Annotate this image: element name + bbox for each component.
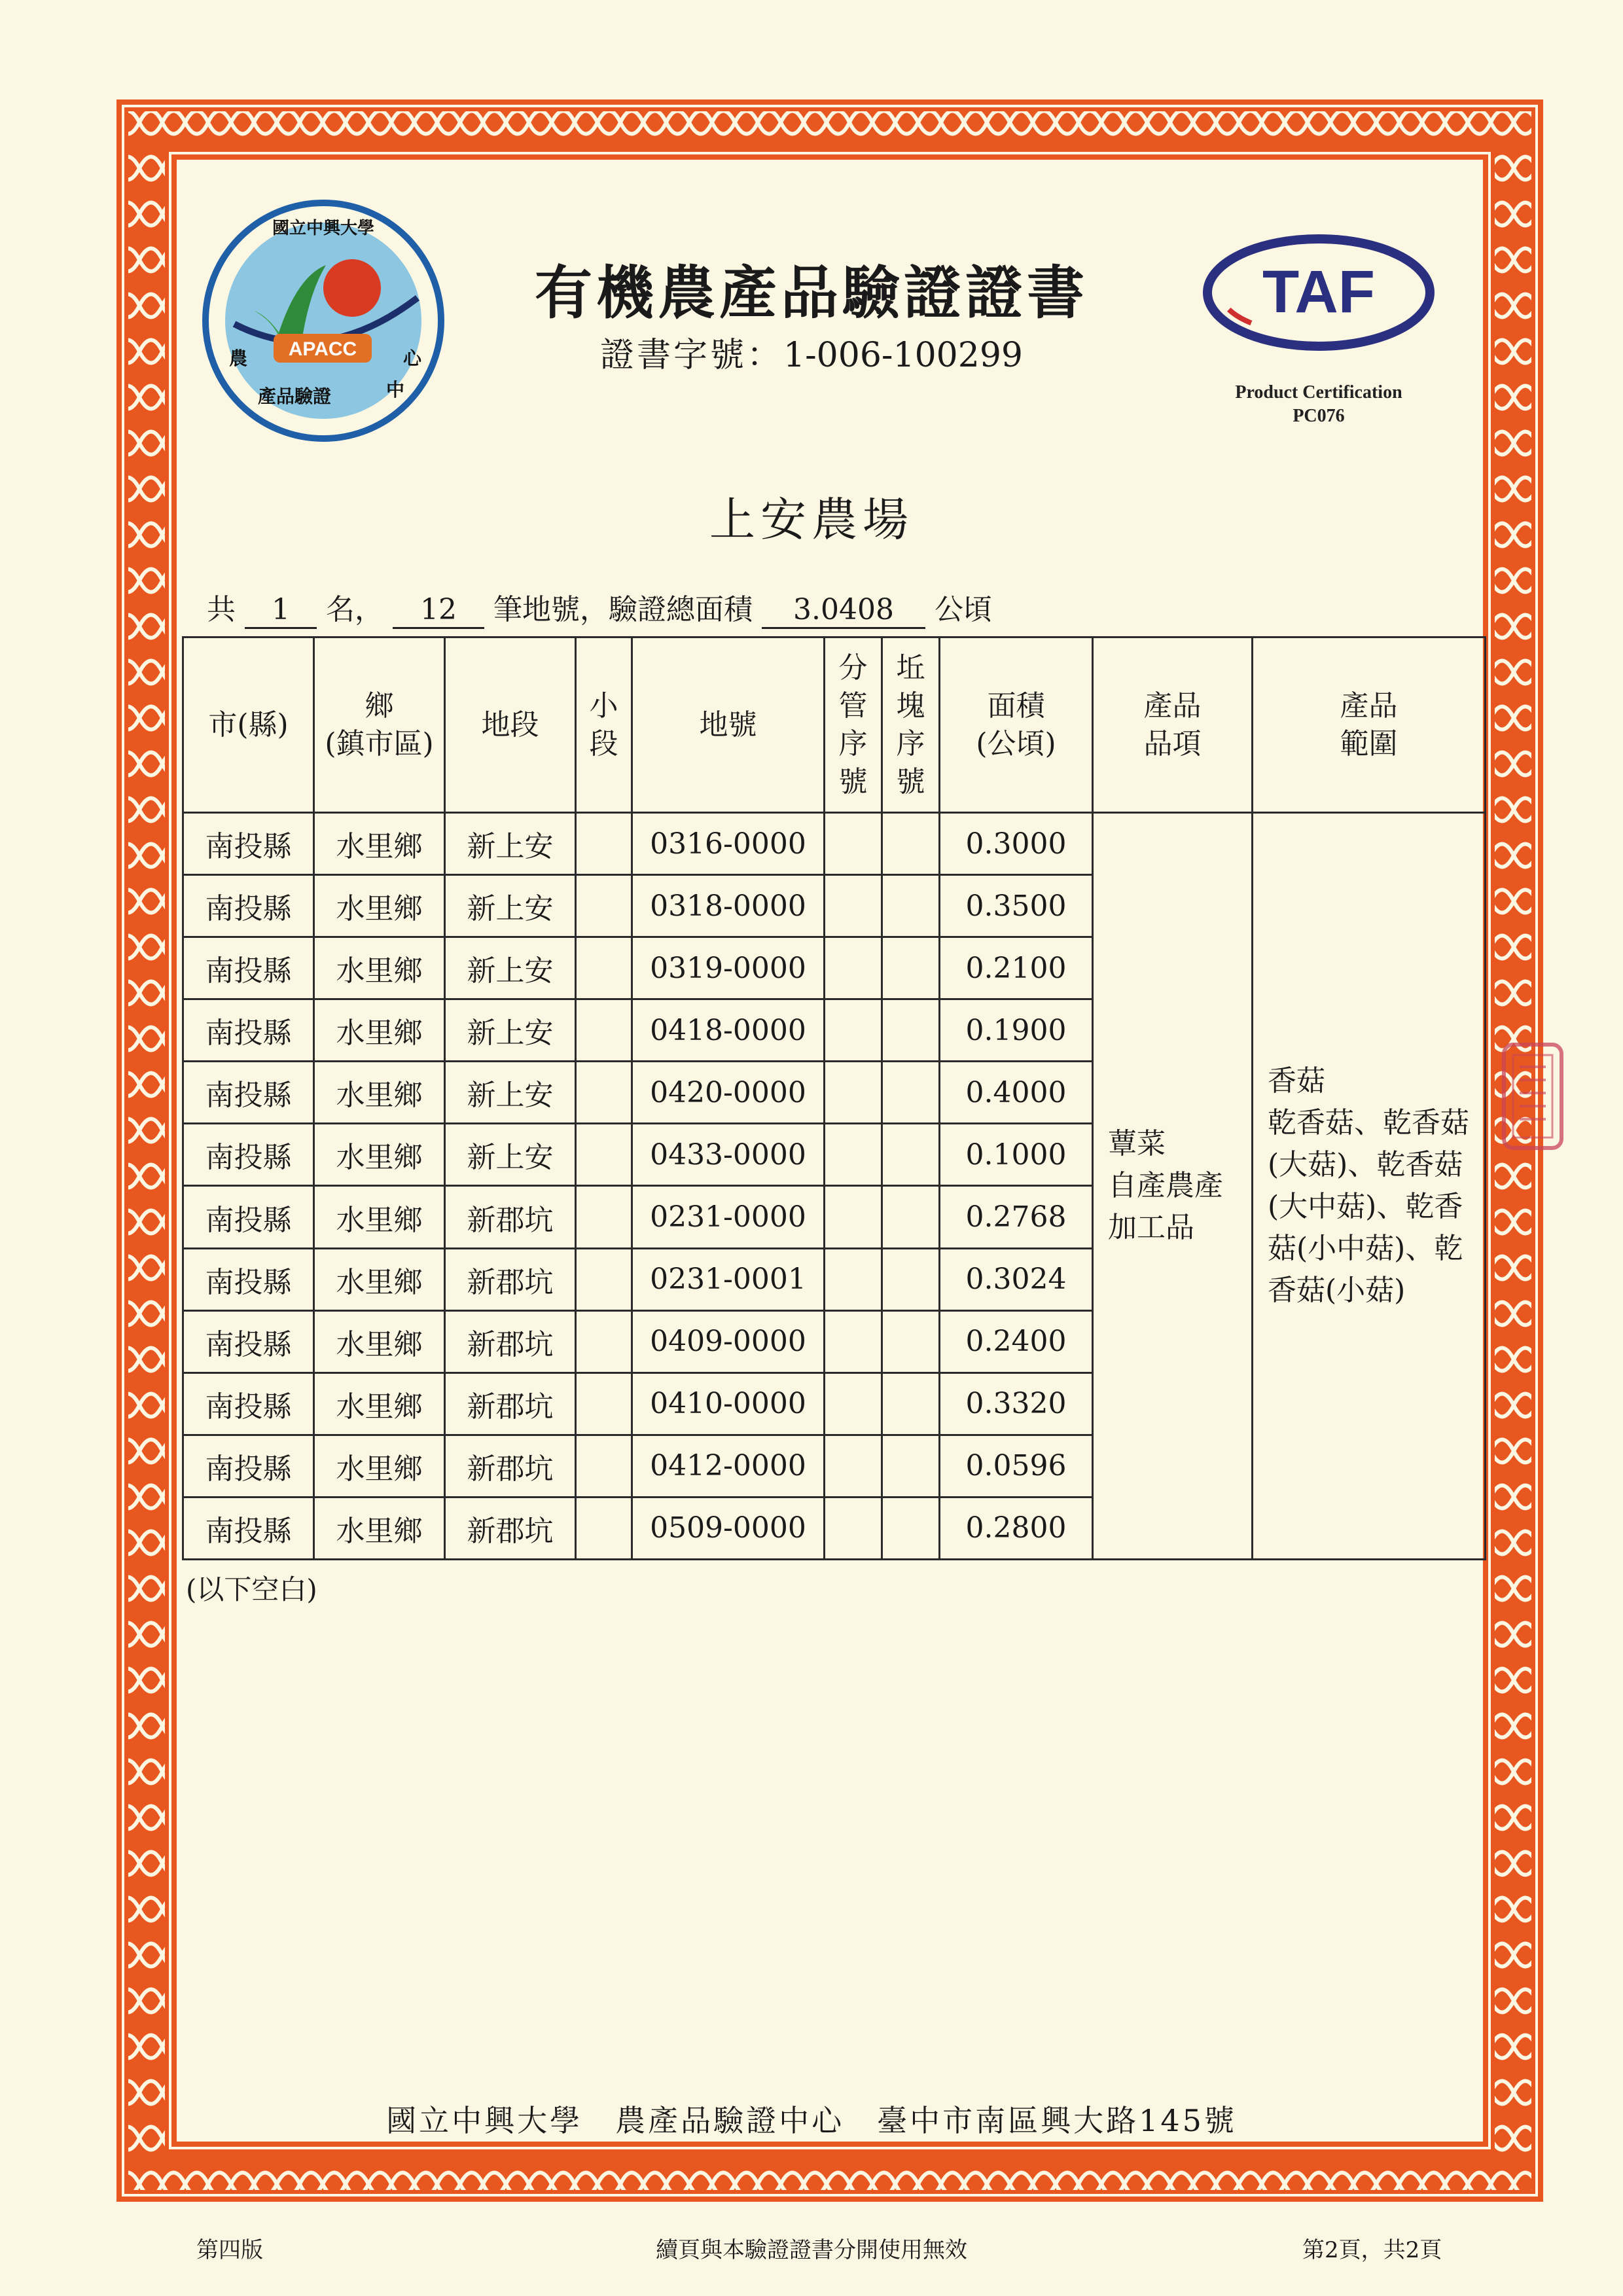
- product-item-line: 自產農產: [1108, 1169, 1223, 1202]
- taf-caption-line1: Product Certification: [1235, 382, 1402, 403]
- cell-plot-number: [882, 1186, 940, 1248]
- header-sub-line1: 分: [838, 651, 868, 685]
- cell-township: 水里鄉: [314, 1497, 445, 1559]
- cell-subsection: [576, 1497, 632, 1559]
- certificate-number-label: 證書字號：: [600, 336, 784, 375]
- cell-sub-number: [825, 937, 882, 999]
- cell-subsection: [576, 875, 632, 937]
- cell-county: 南投縣: [183, 1062, 314, 1124]
- cell-township: 水里鄉: [314, 1248, 445, 1310]
- header-sub-line2: 管: [838, 689, 868, 723]
- farm-name: 上安農場: [709, 493, 914, 547]
- blank-note: (以下空白): [186, 1573, 317, 1605]
- taf-caption: [1152, 381, 1486, 428]
- cell-section: 新上安: [445, 999, 576, 1062]
- cell-sub-number: [825, 1372, 882, 1435]
- header-township-line1: 鄉: [365, 689, 394, 723]
- table-row: [183, 813, 1486, 875]
- cell-area: 0.2768: [940, 1186, 1093, 1248]
- cell-township: 水里鄉: [314, 1435, 445, 1497]
- header-section: 地段: [445, 637, 576, 813]
- svg-text:中: 中: [386, 379, 405, 401]
- svg-text:心: 心: [403, 348, 422, 369]
- certificate-number-value: 1-006-100299: [783, 336, 1023, 375]
- header-subsection-line1: 小: [589, 689, 618, 723]
- header-plot-line3: 序: [896, 726, 925, 761]
- cell-sub-number: [825, 1497, 882, 1559]
- summary-owners: 1: [245, 593, 317, 629]
- cell-subsection: [576, 1435, 632, 1497]
- cell-county: 南投縣: [183, 1497, 314, 1559]
- cell-section: 新上安: [445, 1124, 576, 1186]
- header-scope-line2: 範圍: [1340, 726, 1398, 761]
- header-plot-number: [882, 637, 940, 813]
- product-item-line: 蕈菜: [1108, 1127, 1166, 1160]
- cell-area: 0.1900: [940, 999, 1093, 1062]
- header-area-line1: 面積: [987, 689, 1045, 723]
- parcel-table: [182, 636, 1486, 1560]
- cell-lot: 0409-0000: [632, 1310, 825, 1372]
- cell-sub-number: [825, 1435, 882, 1497]
- cell-lot: 0420-0000: [632, 1062, 825, 1124]
- cell-county: 南投縣: [183, 1435, 314, 1497]
- cell-subsection: [576, 1248, 632, 1310]
- summary-owners-unit: 名，: [326, 593, 383, 626]
- cell-plot-number: [882, 1062, 940, 1124]
- svg-text:國立中興大學: 國立中興大學: [272, 219, 375, 238]
- cell-county: 南投縣: [183, 999, 314, 1062]
- cell-township: 水里鄉: [314, 1310, 445, 1372]
- cell-subsection: [576, 1124, 632, 1186]
- cell-area: 0.2800: [940, 1497, 1093, 1559]
- cell-section: 新郡坑: [445, 1248, 576, 1310]
- cell-plot-number: [882, 1497, 940, 1559]
- cell-plot-number: [882, 1310, 940, 1372]
- cell-subsection: [576, 1372, 632, 1435]
- product-scope-line: 乾香菇、乾香菇: [1268, 1106, 1469, 1139]
- page-info: 第2頁，共2頁: [1302, 2237, 1442, 2263]
- taf-caption-line2: PC076: [1293, 406, 1345, 426]
- product-scope-line: 香菇(小菇): [1268, 1274, 1406, 1307]
- cell-section: 新上安: [445, 875, 576, 937]
- summary-area-unit: 公頃: [935, 593, 992, 626]
- cell-county: 南投縣: [183, 875, 314, 937]
- cell-plot-number: [882, 1248, 940, 1310]
- cell-county: 南投縣: [183, 1310, 314, 1372]
- cell-area: 0.3000: [940, 813, 1093, 875]
- cell-sub-number: [825, 1124, 882, 1186]
- table-header-row: [183, 637, 1486, 813]
- cell-lot: 0412-0000: [632, 1435, 825, 1497]
- cell-area: 0.1000: [940, 1124, 1093, 1186]
- header-lot: 地號: [632, 637, 825, 813]
- header-county: 市(縣): [183, 637, 314, 813]
- cell-section: 新上安: [445, 937, 576, 999]
- header-sub-number: [825, 637, 882, 813]
- cell-sub-number: [825, 1248, 882, 1310]
- cell-lot: 0231-0000: [632, 1186, 825, 1248]
- cell-section: 新郡坑: [445, 1310, 576, 1372]
- cell-county: 南投縣: [183, 1372, 314, 1435]
- header-township-line2: (鎮市區): [325, 726, 434, 761]
- cell-subsection: [576, 1310, 632, 1372]
- cell-plot-number: [882, 999, 940, 1062]
- cell-plot-number: [882, 1124, 940, 1186]
- product-scope-line: (大菇)、乾香菇: [1268, 1148, 1463, 1181]
- summary-parcels: 12: [393, 593, 484, 629]
- table-body: [183, 813, 1486, 1560]
- cell-area: 0.2100: [940, 937, 1093, 999]
- cell-county: 南投縣: [183, 813, 314, 875]
- cell-section: 新郡坑: [445, 1372, 576, 1435]
- header-product-item: [1093, 637, 1253, 813]
- cell-subsection: [576, 1186, 632, 1248]
- summary-parcels-unit: 筆地號，驗證總面積: [493, 593, 753, 626]
- svg-text:產品驗證: 產品驗證: [258, 386, 332, 407]
- cell-subsection: [576, 937, 632, 999]
- header-item-line2: 品項: [1143, 726, 1202, 761]
- cell-lot: 0433-0000: [632, 1124, 825, 1186]
- cell-township: 水里鄉: [314, 1372, 445, 1435]
- product-scope-line: 菇(小中菇)、乾: [1268, 1232, 1463, 1265]
- cell-township: 水里鄉: [314, 937, 445, 999]
- cell-plot-number: [882, 813, 940, 875]
- certificate-number: [0, 327, 1623, 376]
- cell-lot: 0509-0000: [632, 1497, 825, 1559]
- header-plot-line1: 坵: [896, 651, 925, 685]
- cell-sub-number: [825, 875, 882, 937]
- cell-plot-number: [882, 937, 940, 999]
- summary-total-area: 3.0408: [762, 593, 925, 629]
- cell-plot-number: [882, 1372, 940, 1435]
- cell-area: 0.4000: [940, 1062, 1093, 1124]
- header-area-line2: (公頃): [976, 726, 1056, 761]
- cell-plot-number: [882, 875, 940, 937]
- cell-lot: 0231-0001: [632, 1248, 825, 1310]
- cell-township: 水里鄉: [314, 1186, 445, 1248]
- cell-sub-number: [825, 813, 882, 875]
- header-sub-line4: 號: [838, 764, 868, 798]
- cell-section: 新郡坑: [445, 1186, 576, 1248]
- product-item-line: 加工品: [1108, 1211, 1194, 1244]
- cell-plot-number: [882, 1435, 940, 1497]
- cell-lot: 0319-0000: [632, 937, 825, 999]
- cell-section: 新上安: [445, 813, 576, 875]
- cell-lot: 0316-0000: [632, 813, 825, 875]
- disclaimer-label: 續頁與本驗證證書分開使用無效: [656, 2237, 967, 2263]
- cell-county: 南投縣: [183, 1248, 314, 1310]
- cell-area: 0.3320: [940, 1372, 1093, 1435]
- cell-section: 新郡坑: [445, 1435, 576, 1497]
- seal-stamp: [1500, 1041, 1565, 1152]
- product-scope-line: (大中菇)、乾香: [1268, 1190, 1463, 1223]
- cell-product-items: [1093, 813, 1253, 1560]
- cell-section: 新郡坑: [445, 1497, 576, 1559]
- cell-subsection: [576, 813, 632, 875]
- product-scope-line: 香菇: [1268, 1064, 1325, 1098]
- cell-county: 南投縣: [183, 1186, 314, 1248]
- cell-township: 水里鄉: [314, 1124, 445, 1186]
- footer-address: 國立中興大學 農產品驗證中心 臺中市南區興大路145號: [386, 2103, 1237, 2138]
- cell-area: 0.3500: [940, 875, 1093, 937]
- cell-township: 水里鄉: [314, 1062, 445, 1124]
- cell-sub-number: [825, 1062, 882, 1124]
- cell-subsection: [576, 999, 632, 1062]
- header-plot-line4: 號: [896, 764, 925, 798]
- cell-county: 南投縣: [183, 937, 314, 999]
- certificate-title: 有機農產品驗證證書: [534, 259, 1088, 327]
- header-township: [314, 637, 445, 813]
- summary-line: [207, 586, 992, 629]
- cell-township: 水里鄉: [314, 875, 445, 937]
- cell-county: 南投縣: [183, 1124, 314, 1186]
- cell-lot: 0318-0000: [632, 875, 825, 937]
- cell-township: 水里鄉: [314, 999, 445, 1062]
- cell-area: 0.2400: [940, 1310, 1093, 1372]
- cell-sub-number: [825, 1310, 882, 1372]
- svg-text:農: 農: [229, 348, 248, 369]
- cell-sub-number: [825, 999, 882, 1062]
- svg-text:APACC: APACC: [288, 338, 357, 360]
- summary-prefix: 共: [207, 593, 236, 626]
- header-scope-line1: 產品: [1340, 689, 1398, 723]
- header-item-line1: 產品: [1143, 689, 1202, 723]
- cell-township: 水里鄉: [314, 813, 445, 875]
- header-plot-line2: 塊: [896, 689, 925, 723]
- cell-area: 0.0596: [940, 1435, 1093, 1497]
- header-sub-line3: 序: [838, 726, 868, 761]
- header-area: [940, 637, 1093, 813]
- cell-section: 新上安: [445, 1062, 576, 1124]
- cell-subsection: [576, 1062, 632, 1124]
- cell-sub-number: [825, 1186, 882, 1248]
- cell-product-scope: [1253, 813, 1486, 1560]
- edition-label: 第四版: [196, 2237, 263, 2263]
- taf-mark: TAF: [1262, 259, 1376, 325]
- header-subsection-line2: 段: [589, 726, 618, 761]
- header-product-scope: [1253, 637, 1486, 813]
- cell-lot: 0418-0000: [632, 999, 825, 1062]
- header-subsection: [576, 637, 632, 813]
- cell-area: 0.3024: [940, 1248, 1093, 1310]
- cell-lot: 0410-0000: [632, 1372, 825, 1435]
